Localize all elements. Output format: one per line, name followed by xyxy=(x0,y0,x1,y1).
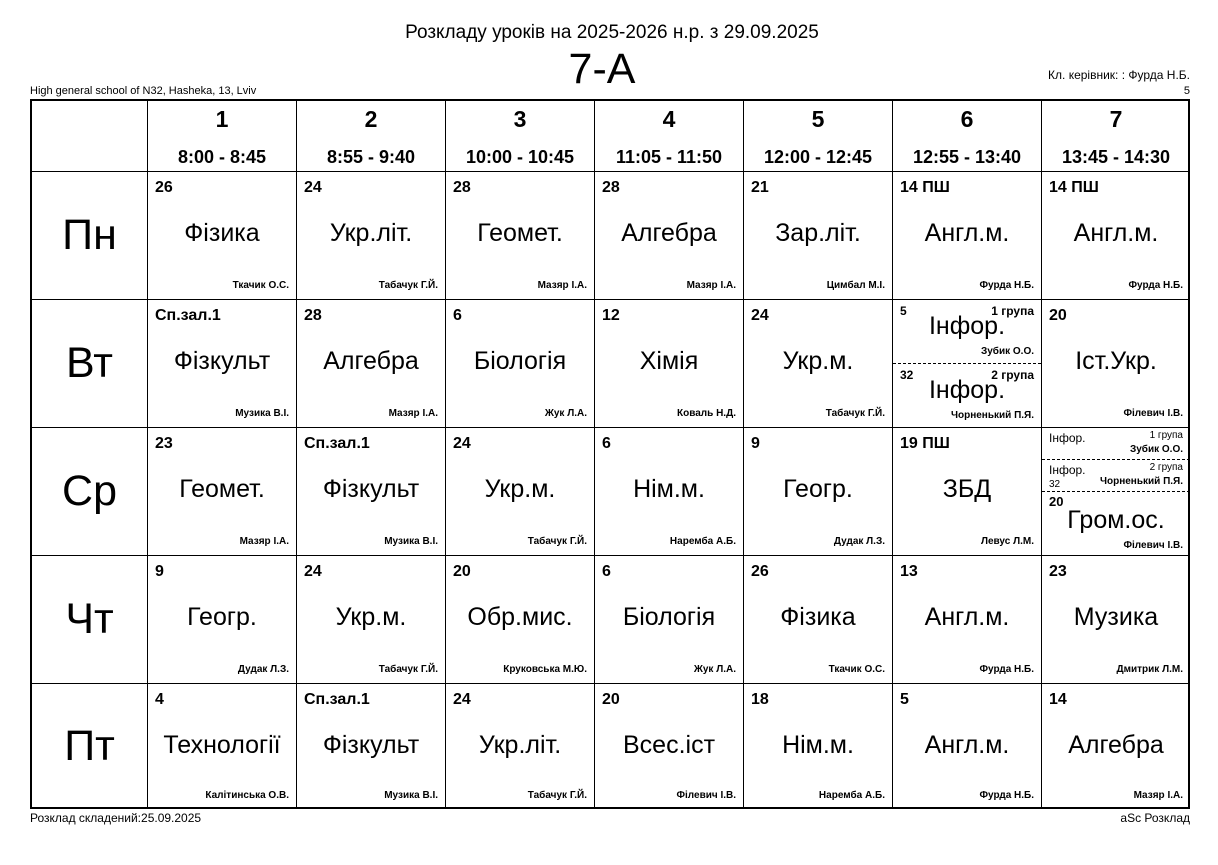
lesson-subject: Геомет. xyxy=(477,219,563,247)
lesson-teacher: Табачук Г.Й. xyxy=(378,664,438,675)
lesson-room: 20 xyxy=(1049,307,1067,324)
period-header xyxy=(148,101,297,172)
lesson-group-label: 2 група xyxy=(991,368,1034,382)
period-number: 6 xyxy=(960,106,974,132)
period-header xyxy=(446,101,595,172)
lesson-room: 26 xyxy=(155,179,173,196)
lesson-cell xyxy=(595,172,744,300)
lesson-teacher: Калітинська О.В. xyxy=(205,790,289,801)
lesson-cell xyxy=(744,428,893,556)
lesson-teacher: Фурда Н.Б. xyxy=(979,664,1034,675)
period-time: 12:00 - 12:45 xyxy=(763,147,873,167)
period-time: 8:55 - 9:40 xyxy=(326,147,416,167)
period-number: 2 xyxy=(364,106,378,132)
lesson-room: 14 ПШ xyxy=(900,179,950,196)
lesson-room: 28 xyxy=(304,307,322,324)
lesson-room: 13 xyxy=(900,563,918,580)
lesson-room: 9 xyxy=(751,435,760,452)
lesson-teacher: Мазяр І.А. xyxy=(686,280,736,291)
header-corner xyxy=(32,101,148,172)
lesson-cell xyxy=(1042,556,1190,684)
lesson-room: 23 xyxy=(1049,563,1067,580)
period-number: 3 xyxy=(513,106,527,132)
day-label: Ср xyxy=(32,428,148,556)
lesson-cell xyxy=(595,428,744,556)
lesson-room: 12 xyxy=(602,307,620,324)
lesson-teacher: Ткачик О.С. xyxy=(232,280,289,291)
lesson-subject: ЗБД xyxy=(942,475,992,503)
lesson-teacher: Цимбал М.І. xyxy=(826,280,885,291)
lesson-cell xyxy=(1042,684,1190,809)
lesson-subject: Біологія xyxy=(622,603,716,631)
lesson-cell xyxy=(148,172,297,300)
lesson-room: 21 xyxy=(751,179,769,196)
class-name: 7-А xyxy=(568,45,636,93)
lesson-room: 24 xyxy=(751,307,769,324)
lesson-room: 4 xyxy=(155,691,164,708)
lesson-teacher: Дмитрик Л.М. xyxy=(1116,664,1183,675)
lesson-cell xyxy=(595,300,744,428)
lesson-group-label: 1 група xyxy=(991,304,1034,318)
lesson-teacher: Мазяр І.А. xyxy=(1133,790,1183,801)
lesson-subject: Алгебра xyxy=(621,219,717,247)
lesson-room: 6 xyxy=(602,563,611,580)
lesson-teacher: Зубик О.О. xyxy=(980,346,1034,357)
lesson-subject: Геогр. xyxy=(187,603,257,631)
lesson-subject: Іст.Укр. xyxy=(1075,347,1157,375)
period-header xyxy=(297,101,446,172)
lesson-cell xyxy=(148,556,297,684)
lesson-teacher: Круковська М.Ю. xyxy=(503,664,587,675)
lesson-group-label: 2 група xyxy=(1149,462,1183,473)
lesson-room: 26 xyxy=(751,563,769,580)
period-time: 10:00 - 10:45 xyxy=(465,147,575,167)
lesson-room: 24 xyxy=(453,691,471,708)
period-time: 11:05 - 11:50 xyxy=(615,147,723,167)
lesson-subject: Алгебра xyxy=(323,347,419,375)
period-number: 7 xyxy=(1109,106,1123,132)
lesson-subject: Геомет. xyxy=(179,475,265,503)
lesson-room: 20 xyxy=(453,563,471,580)
lesson-subject: Всес.іст xyxy=(622,731,716,759)
lesson-subject: Англ.м. xyxy=(924,603,1010,631)
lesson-subject: Укр.м. xyxy=(782,347,854,375)
lesson-subject: Нім.м. xyxy=(782,731,854,759)
lesson-subject: Фізика xyxy=(780,603,856,631)
lesson-subject: Фізкульт xyxy=(322,731,420,759)
lesson-group xyxy=(1042,428,1190,460)
lesson-cell xyxy=(744,300,893,428)
day-label: Пн xyxy=(32,172,148,300)
lesson-group xyxy=(893,364,1041,427)
lesson-subject: Інфор. xyxy=(928,376,1006,404)
lesson-cell xyxy=(595,556,744,684)
lesson-room: 24 xyxy=(453,435,471,452)
lesson-room: 23 xyxy=(155,435,173,452)
lesson-teacher: Музика В.І. xyxy=(384,790,438,801)
lesson-cell xyxy=(297,300,446,428)
lesson-cell xyxy=(595,684,744,809)
lesson-subject: Укр.літ. xyxy=(478,731,562,759)
lesson-cell xyxy=(1042,172,1190,300)
lesson-teacher: Зубик О.О. xyxy=(1129,444,1183,455)
lesson-teacher: Фурда Н.Б. xyxy=(979,790,1034,801)
period-header xyxy=(893,101,1042,172)
lesson-teacher: Музика В.І. xyxy=(384,536,438,547)
lesson-teacher: Наремба А.Б. xyxy=(818,790,885,801)
lesson-cell xyxy=(297,684,446,809)
lesson-teacher: Табачук Г.Й. xyxy=(825,408,885,419)
lesson-cell xyxy=(893,300,1042,428)
lesson-room: 28 xyxy=(453,179,471,196)
day-label: Чт xyxy=(32,556,148,684)
lesson-cell xyxy=(446,300,595,428)
lesson-teacher: Мазяр І.А. xyxy=(239,536,289,547)
period-header xyxy=(744,101,893,172)
lesson-teacher: Табачук Г.Й. xyxy=(378,280,438,291)
lesson-cell xyxy=(744,172,893,300)
day-label: Вт xyxy=(32,300,148,428)
period-number: 5 xyxy=(811,106,825,132)
lesson-cell xyxy=(148,684,297,809)
lesson-group xyxy=(1042,492,1190,555)
day-label: Пт xyxy=(32,684,148,809)
lesson-cell xyxy=(744,684,893,809)
period-header xyxy=(1042,101,1190,172)
lesson-teacher: Філевич І.В. xyxy=(1123,540,1183,551)
lesson-cell xyxy=(148,300,297,428)
lesson-subject: Хімія xyxy=(639,347,699,375)
period-time: 13:45 - 14:30 xyxy=(1061,147,1171,167)
lesson-room: 28 xyxy=(602,179,620,196)
period-number: 4 xyxy=(662,106,676,132)
lesson-cell xyxy=(446,172,595,300)
lesson-room: 32 xyxy=(1049,479,1061,490)
footer-app: aSc Розклад xyxy=(1120,811,1190,825)
lesson-subject: Зар.літ. xyxy=(775,219,861,247)
period-time: 8:00 - 8:45 xyxy=(177,147,267,167)
lesson-teacher: Дудак Л.З. xyxy=(833,536,885,547)
lesson-cell xyxy=(893,172,1042,300)
lesson-room: 24 xyxy=(304,179,322,196)
school-name: High general school of N32, Hasheka, 13, Lviv xyxy=(30,85,257,97)
lesson-subject: Алгебра xyxy=(1068,731,1164,759)
period-number: 1 xyxy=(215,106,229,132)
lesson-subject: Інфор. xyxy=(1049,463,1086,477)
lesson-cell xyxy=(1042,428,1190,556)
period-header xyxy=(595,101,744,172)
lesson-room: 14 ПШ xyxy=(1049,179,1099,196)
lesson-teacher: Табачук Г.Й. xyxy=(527,536,587,547)
lesson-room: 18 xyxy=(751,691,769,708)
lesson-room: 20 xyxy=(1049,494,1064,509)
lesson-cell xyxy=(893,428,1042,556)
lesson-cell xyxy=(297,172,446,300)
timetable-grid xyxy=(30,99,1190,809)
lesson-cell xyxy=(297,556,446,684)
lesson-subject: Фізкульт xyxy=(173,347,271,375)
lesson-subject: Укр.м. xyxy=(484,475,556,503)
lesson-room: 9 xyxy=(155,563,164,580)
lesson-subject: Інфор. xyxy=(928,312,1006,340)
lesson-teacher: Філевич І.В. xyxy=(676,790,736,801)
lesson-room: Сп.зал.1 xyxy=(304,691,370,708)
lesson-cell xyxy=(893,684,1042,809)
lesson-room: 6 xyxy=(602,435,611,452)
lesson-subject: Інфор. xyxy=(1049,431,1086,445)
lesson-subject: Фізкульт xyxy=(322,475,420,503)
lesson-subject: Англ.м. xyxy=(924,731,1010,759)
period-time: 12:55 - 13:40 xyxy=(912,147,1022,167)
lesson-subject: Обр.мис. xyxy=(467,603,573,631)
lesson-subject: Англ.м. xyxy=(924,219,1010,247)
lesson-teacher: Чорненький П.Я. xyxy=(1099,476,1183,487)
class-teacher: Кл. керівник: : Фурда Н.Б. xyxy=(1048,68,1190,82)
lesson-room: 19 ПШ xyxy=(900,435,950,452)
lesson-room: Сп.зал.1 xyxy=(304,435,370,452)
lesson-teacher: Наремба А.Б. xyxy=(669,536,736,547)
lesson-room: 24 xyxy=(304,563,322,580)
lesson-cell xyxy=(1042,300,1190,428)
lesson-cell xyxy=(744,556,893,684)
lesson-subject: Укр.м. xyxy=(335,603,407,631)
lesson-room: 5 xyxy=(900,691,909,708)
lesson-teacher: Чорненький П.Я. xyxy=(950,410,1034,421)
lesson-room: 20 xyxy=(602,691,620,708)
lesson-subject: Укр.літ. xyxy=(329,219,413,247)
lesson-subject: Геогр. xyxy=(783,475,853,503)
lesson-cell xyxy=(446,556,595,684)
lesson-cell xyxy=(446,428,595,556)
schedule-title: Розкладу уроків на 2025-2026 н.р. з 29.09.2025 xyxy=(405,22,819,43)
lesson-teacher: Дудак Л.З. xyxy=(237,664,289,675)
lesson-room: Сп.зал.1 xyxy=(155,307,221,324)
lesson-cell xyxy=(446,684,595,809)
lesson-teacher: Фурда Н.Б. xyxy=(979,280,1034,291)
lesson-teacher: Мазяр І.А. xyxy=(537,280,587,291)
lesson-subject: Біологія xyxy=(473,347,567,375)
lesson-subject: Нім.м. xyxy=(633,475,705,503)
lesson-group-label: 1 група xyxy=(1149,430,1183,441)
lesson-group xyxy=(893,300,1041,364)
lesson-cell xyxy=(893,556,1042,684)
lesson-room: 32 xyxy=(900,368,914,382)
lesson-teacher: Жук Л.А. xyxy=(693,664,736,675)
lesson-cell xyxy=(148,428,297,556)
lesson-teacher: Фурда Н.Б. xyxy=(1128,280,1183,291)
lesson-subject: Фізика xyxy=(184,219,260,247)
lesson-cell xyxy=(297,428,446,556)
lesson-teacher: Табачук Г.Й. xyxy=(527,790,587,801)
lesson-teacher: Ткачик О.С. xyxy=(828,664,885,675)
lesson-subject: Музика xyxy=(1073,603,1159,631)
lesson-room: 14 xyxy=(1049,691,1067,708)
lesson-subject: Технології xyxy=(163,731,281,759)
footer-created: Розклад складений:25.09.2025 xyxy=(30,811,202,825)
lesson-teacher: Коваль Н.Д. xyxy=(677,408,736,419)
lesson-teacher: Філевич І.В. xyxy=(1123,408,1183,419)
page-number: 5 xyxy=(1183,85,1190,97)
lesson-teacher: Музика В.І. xyxy=(235,408,289,419)
lesson-room: 6 xyxy=(453,307,462,324)
lesson-teacher: Жук Л.А. xyxy=(544,408,587,419)
lesson-group xyxy=(1042,460,1190,492)
lesson-room: 5 xyxy=(900,304,907,318)
lesson-subject: Гром.ос. xyxy=(1067,506,1165,534)
lesson-teacher: Мазяр І.А. xyxy=(388,408,438,419)
lesson-subject: Англ.м. xyxy=(1073,219,1159,247)
lesson-teacher: Левус Л.М. xyxy=(980,536,1034,547)
